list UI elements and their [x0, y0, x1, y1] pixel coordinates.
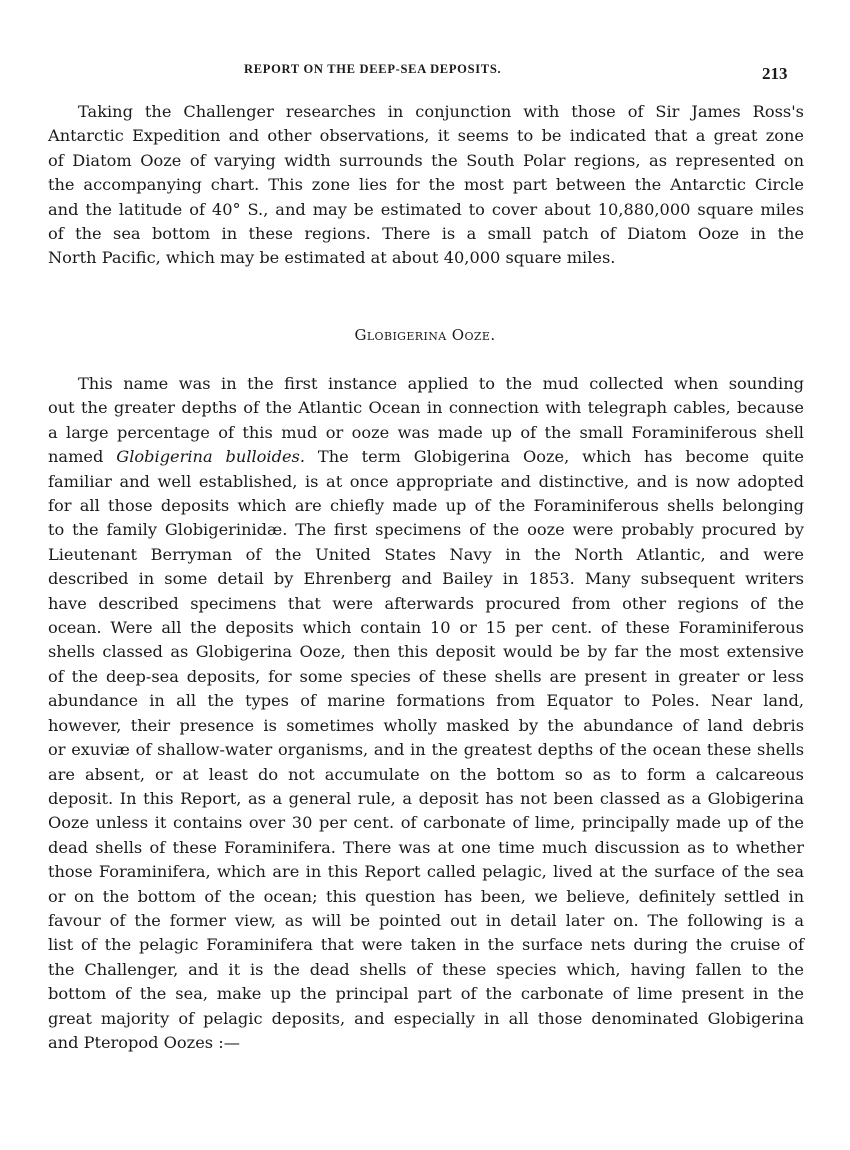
text-line: however, their presence is sometimes wholly masked by the abundance of land debris — [48, 715, 804, 735]
text-line: a large percentage of this mud or ooze was made up of the small Foraminiferous shell — [48, 422, 804, 442]
text-line: deposit. In this Report, as a general rule, a deposit has not been classed as a Globigerina — [48, 788, 804, 808]
text-line: described in some detail by Ehrenberg and Bailey in 1853. Many subsequent writers — [48, 569, 804, 589]
text-line: bottom of the sea, make up the principal part of the carbonate of lime present in the — [48, 984, 804, 1004]
text-line: to the family Globigerinidæ. The first specimens of the ooze were probably procured by — [48, 520, 804, 540]
text-segment: named — [48, 447, 117, 467]
text-line: familiar and well established, is at once appropriate and distinctive, and is now adopted — [48, 471, 804, 491]
text-line: have described specimens that were afterwards procured from other regions of the — [48, 593, 804, 613]
text-line: for all those deposits which are chiefly made up of the Foraminiferous shells belonging — [48, 496, 804, 516]
text-line: North Pacific, which may be estimated at about 40,000 square miles. — [48, 248, 616, 268]
text-line: Antarctic Expedition and other observations, it seems to be indicated that a great zone — [48, 126, 804, 146]
text-line: of the deep-sea deposits, for some species of these shells are present in greater or less — [48, 666, 804, 686]
text-line: great majority of pelagic deposits, and especially in all those denominated Globigerina — [48, 1008, 804, 1028]
species-name-italic: Globigerina bulloides. — [116, 447, 306, 467]
paragraph-diatom-ooze — [48, 100, 804, 271]
text-line: This name was in the first instance applied to the mud collected when sounding — [78, 374, 804, 393]
text-line: dead shells of these Foraminifera. There was at one time much discussion as to whether — [48, 837, 804, 857]
text-line: Lieutenant Berryman of the United States Navy in the North Atlantic, and were — [48, 544, 804, 564]
text-line: favour of the former view, as will be pointed out in detail later on. The following is a — [48, 910, 804, 930]
text-line: and the latitude of 40° S., and may be estimated to cover about 10,880,000 square miles — [48, 199, 804, 219]
text-line: the Challenger, and it is the dead shells of these species which, having fallen to the — [48, 959, 804, 979]
text-line: ocean. Were all the deposits which contain 10 or 15 per cent. of these Foraminiferous — [48, 618, 804, 638]
text-segment: The term Globigerina Ooze, which has become quite — [305, 447, 805, 467]
text-line: abundance in all the types of marine formations from Equator to Poles. Near land, — [48, 691, 804, 711]
text-line: and Pteropod Oozes :— — [48, 1032, 240, 1052]
text-line: Ooze unless it contains over 30 per cent. of carbonate of lime, principally made up of the — [48, 813, 804, 833]
text-line: of the sea bottom in these regions. There is a small patch of Diatom Ooze in the — [48, 224, 804, 244]
page-number: 213 — [762, 64, 788, 83]
text-line-with-species-name — [48, 445, 804, 469]
section-heading-globigerina-ooze: Globigerina Ooze. — [354, 326, 496, 344]
paragraph-globigerina-ooze — [48, 372, 804, 1055]
text-line: Taking the Challenger researches in conjunction with those of Sir James Ross's — [78, 102, 804, 121]
text-line: or on the bottom of the ocean; this question has been, we believe, definitely settled in — [48, 886, 804, 906]
text-line: out the greater depths of the Atlantic Ocean in connection with telegraph cables, because — [48, 398, 804, 418]
running-title: REPORT ON THE DEEP-SEA DEPOSITS. — [244, 62, 502, 76]
text-line: the accompanying chart. This zone lies for the most part between the Antarctic Circle — [48, 175, 804, 195]
text-line: shells classed as Globigerina Ooze, then this deposit would be by far the most extensive — [48, 642, 804, 662]
text-line: those Foraminifera, which are in this Report called pelagic, lived at the surface of the sea — [48, 862, 804, 882]
text-line: are absent, or at least do not accumulate on the bottom so as to form a calcareous — [48, 764, 804, 784]
text-line: of Diatom Ooze of varying width surrounds the South Polar regions, as represented on — [48, 150, 804, 170]
text-line: or exuviæ of shallow-water organisms, and in the greatest depths of the ocean these shells — [48, 740, 804, 760]
text-line: list of the pelagic Foraminifera that were taken in the surface nets during the cruise of — [48, 935, 804, 955]
